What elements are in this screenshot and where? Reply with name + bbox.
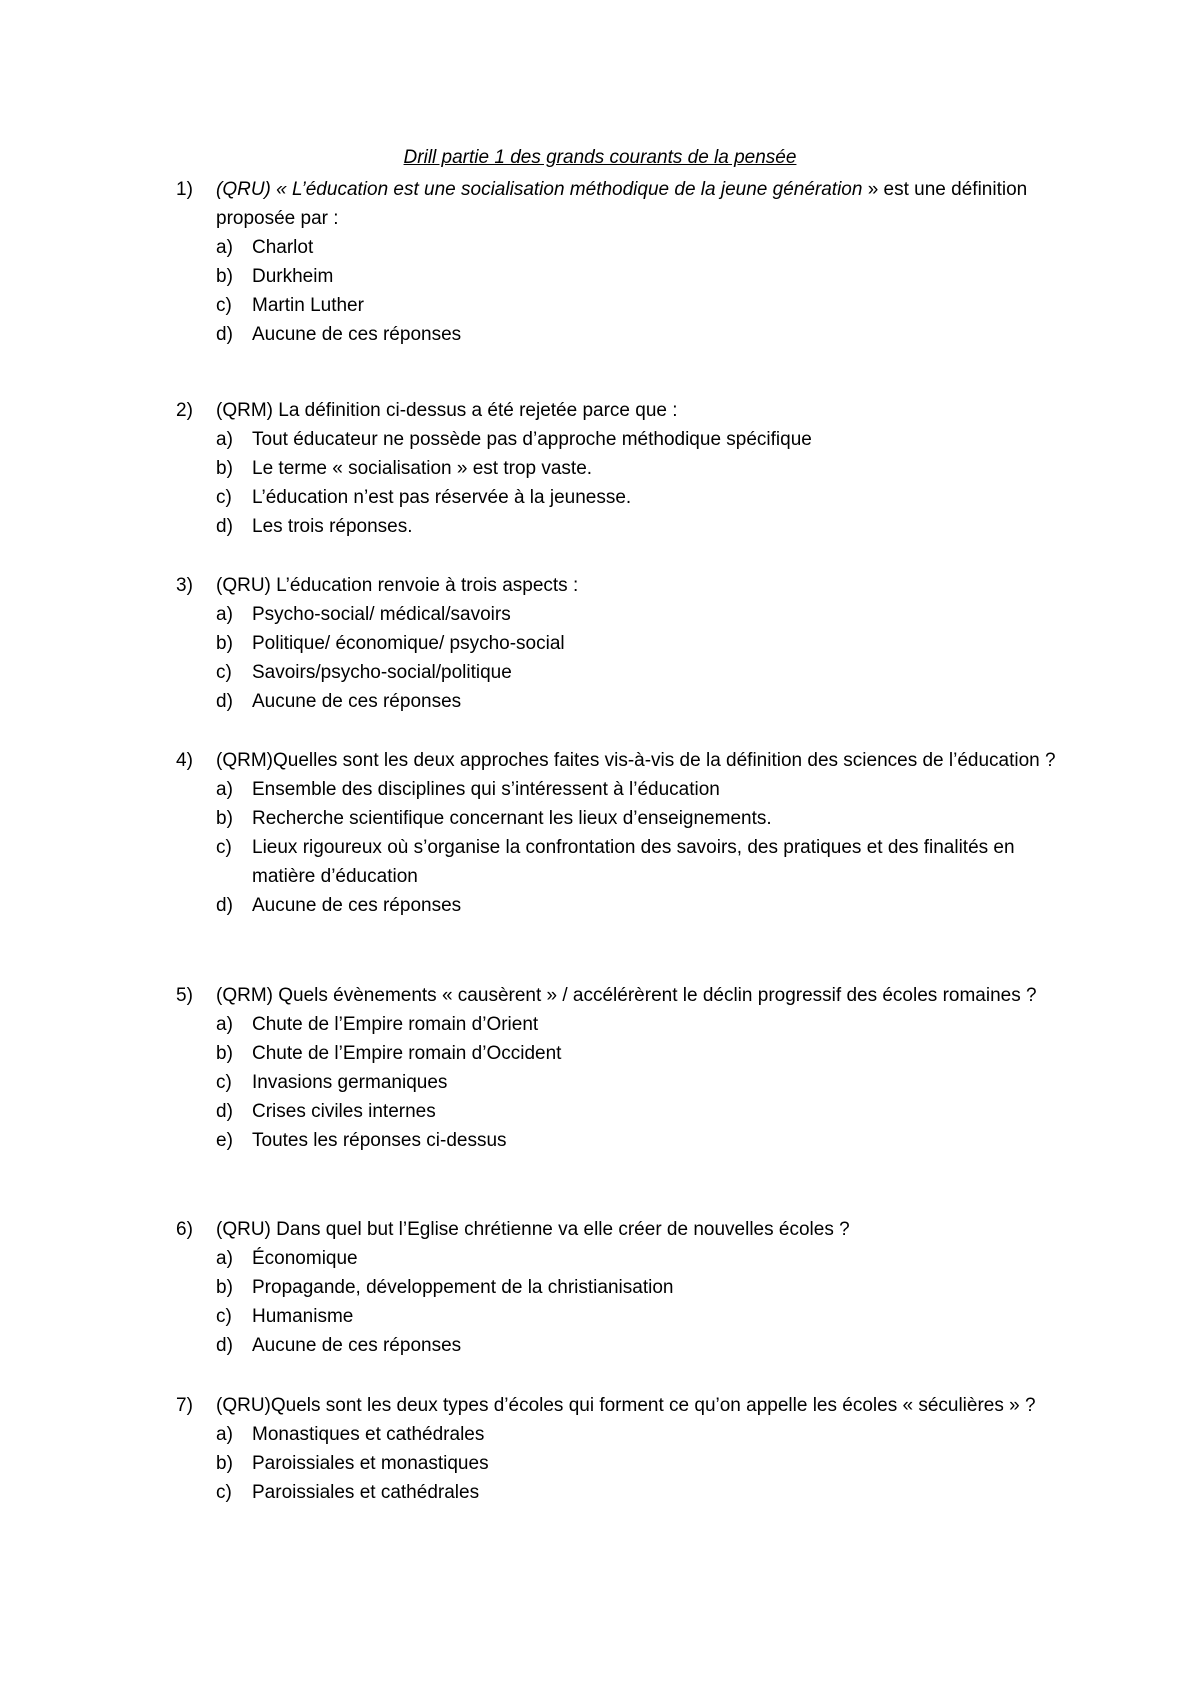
option-letter: c)	[216, 1306, 232, 1327]
option-letter: c)	[216, 487, 232, 508]
question-number: 7)	[176, 1395, 193, 1416]
question-text: (QRU) Dans quel but l’Eglise chrétienne va elle créer de nouvelles écoles ?	[216, 1219, 850, 1240]
option-text: Tout éducateur ne possède pas d’approche méthodique spécifique	[252, 429, 812, 450]
option-text: Ensemble des disciplines qui s’intéressent à l’éducation	[252, 779, 720, 800]
question-6	[176, 1215, 1056, 1360]
option-text: Invasions germaniques	[252, 1072, 448, 1093]
option-text: Psycho-social/ médical/savoirs	[252, 604, 511, 625]
question-1-stem	[176, 175, 1056, 233]
option-b	[176, 629, 1056, 658]
option-b	[176, 454, 1056, 483]
question-4-stem	[176, 746, 1056, 775]
option-letter: b)	[216, 633, 233, 654]
question-quote: L’éducation est une socialisation méthodique de la jeune génération	[292, 179, 863, 200]
option-c	[176, 658, 1056, 687]
option-text: Crises civiles internes	[252, 1101, 436, 1122]
question-prefix: (QRU) «	[216, 179, 292, 200]
option-text: Aucune de ces réponses	[252, 1335, 462, 1356]
option-text: Paroissiales et monastiques	[252, 1453, 489, 1474]
option-text: Aucune de ces réponses	[252, 895, 462, 916]
question-text: (QRM)Quelles sont les deux approches faites vis-à-vis de la définition des sciences de l’éducation ?	[216, 750, 1056, 771]
option-letter: d)	[216, 324, 233, 345]
option-a	[176, 425, 1056, 454]
question-7	[176, 1391, 1056, 1507]
question-3	[176, 571, 1056, 716]
option-text: Propagande, développement de la christianisation	[252, 1277, 674, 1298]
option-letter: a)	[216, 1424, 233, 1445]
question-4	[176, 746, 1056, 920]
option-text: Durkheim	[252, 266, 334, 287]
question-number: 3)	[176, 575, 193, 596]
document-title: Drill partie 1 des grands courants de la pensée	[403, 147, 797, 168]
question-text: (QRM) Quels évènements « causèrent » / accélérèrent le déclin progressif des écoles romaines ?	[216, 985, 1037, 1006]
option-letter: b)	[216, 458, 233, 479]
option-a	[176, 1420, 1056, 1449]
option-text: Aucune de ces réponses	[252, 324, 462, 345]
option-c	[176, 483, 1056, 512]
option-text: Économique	[252, 1248, 358, 1269]
option-d	[176, 891, 1056, 920]
options-list	[176, 1244, 1056, 1360]
option-letter: a)	[216, 429, 233, 450]
question-2-stem	[176, 396, 1056, 425]
option-b	[176, 1039, 1056, 1068]
option-c	[176, 1478, 1056, 1507]
question-suffix: » est une définition proposée par :	[216, 179, 1028, 229]
option-text: Le terme « socialisation » est trop vaste.	[252, 458, 593, 479]
options-list	[176, 1010, 1056, 1155]
option-b	[176, 1449, 1056, 1478]
option-b	[176, 1273, 1056, 1302]
question-number: 4)	[176, 750, 193, 771]
option-letter: c)	[216, 295, 232, 316]
question-7-stem	[176, 1391, 1056, 1420]
option-d	[176, 1097, 1056, 1126]
option-text: Charlot	[252, 237, 314, 258]
option-b	[176, 262, 1056, 291]
option-letter: a)	[216, 604, 233, 625]
options-list	[176, 233, 1056, 349]
option-letter: b)	[216, 1277, 233, 1298]
options-list	[176, 1420, 1056, 1507]
option-a	[176, 233, 1056, 262]
option-letter: e)	[216, 1130, 233, 1151]
option-text: Lieux rigoureux où s’organise la confrontation des savoirs, des pratiques et des finalités en matière d’éducation	[252, 837, 1015, 887]
question-1	[176, 175, 1056, 349]
option-letter: d)	[216, 1101, 233, 1122]
question-2	[176, 396, 1056, 541]
option-text: Toutes les réponses ci-dessus	[252, 1130, 507, 1151]
option-letter: b)	[216, 266, 233, 287]
option-letter: c)	[216, 837, 232, 858]
question-6-stem	[176, 1215, 1056, 1244]
option-text: Savoirs/psycho-social/politique	[252, 662, 512, 683]
option-a	[176, 1244, 1056, 1273]
option-c	[176, 1068, 1056, 1097]
option-text: Monastiques et cathédrales	[252, 1424, 485, 1445]
option-text: Martin Luther	[252, 295, 364, 316]
options-list	[176, 425, 1056, 541]
option-letter: b)	[216, 1043, 233, 1064]
question-text: (QRM) La définition ci-dessus a été rejetée parce que :	[216, 400, 678, 421]
option-letter: d)	[216, 1335, 233, 1356]
question-text: (QRU) L’éducation renvoie à trois aspects :	[216, 575, 579, 596]
option-a	[176, 1010, 1056, 1039]
option-text: Recherche scientifique concernant les lieux d’enseignements.	[252, 808, 772, 829]
option-letter: c)	[216, 1072, 232, 1093]
option-letter: c)	[216, 1482, 232, 1503]
option-letter: b)	[216, 1453, 233, 1474]
option-text: Chute de l’Empire romain d’Occident	[252, 1043, 562, 1064]
option-text: Paroissiales et cathédrales	[252, 1482, 480, 1503]
option-d	[176, 687, 1056, 716]
option-letter: a)	[216, 1014, 233, 1035]
option-letter: c)	[216, 662, 232, 683]
option-d	[176, 512, 1056, 541]
question-number: 2)	[176, 400, 193, 421]
option-text: Chute de l’Empire romain d’Orient	[252, 1014, 539, 1035]
option-letter: b)	[216, 808, 233, 829]
options-list	[176, 775, 1056, 920]
question-number: 6)	[176, 1219, 193, 1240]
option-a	[176, 600, 1056, 629]
option-text: L’éducation n’est pas réservée à la jeunesse.	[252, 487, 632, 508]
option-text: Humanisme	[252, 1306, 354, 1327]
option-b	[176, 804, 1056, 833]
question-text: (QRU)Quels sont les deux types d’écoles qui forment ce qu’on appelle les écoles « séculières » ?	[216, 1395, 1036, 1416]
question-number: 1)	[176, 179, 193, 200]
question-5-stem	[176, 981, 1056, 1010]
options-list	[176, 600, 1056, 716]
question-number: 5)	[176, 985, 193, 1006]
option-c	[176, 1302, 1056, 1331]
option-text: Aucune de ces réponses	[252, 691, 462, 712]
option-c	[176, 833, 1056, 891]
option-a	[176, 775, 1056, 804]
option-letter: d)	[216, 895, 233, 916]
question-5	[176, 981, 1056, 1155]
question-3-stem	[176, 571, 1056, 600]
option-e	[176, 1126, 1056, 1155]
option-c	[176, 291, 1056, 320]
option-d	[176, 1331, 1056, 1360]
option-letter: a)	[216, 1248, 233, 1269]
option-text: Politique/ économique/ psycho-social	[252, 633, 565, 654]
option-d	[176, 320, 1056, 349]
option-letter: a)	[216, 237, 233, 258]
option-letter: d)	[216, 516, 233, 537]
option-letter: d)	[216, 691, 233, 712]
option-text: Les trois réponses.	[252, 516, 413, 537]
option-letter: a)	[216, 779, 233, 800]
